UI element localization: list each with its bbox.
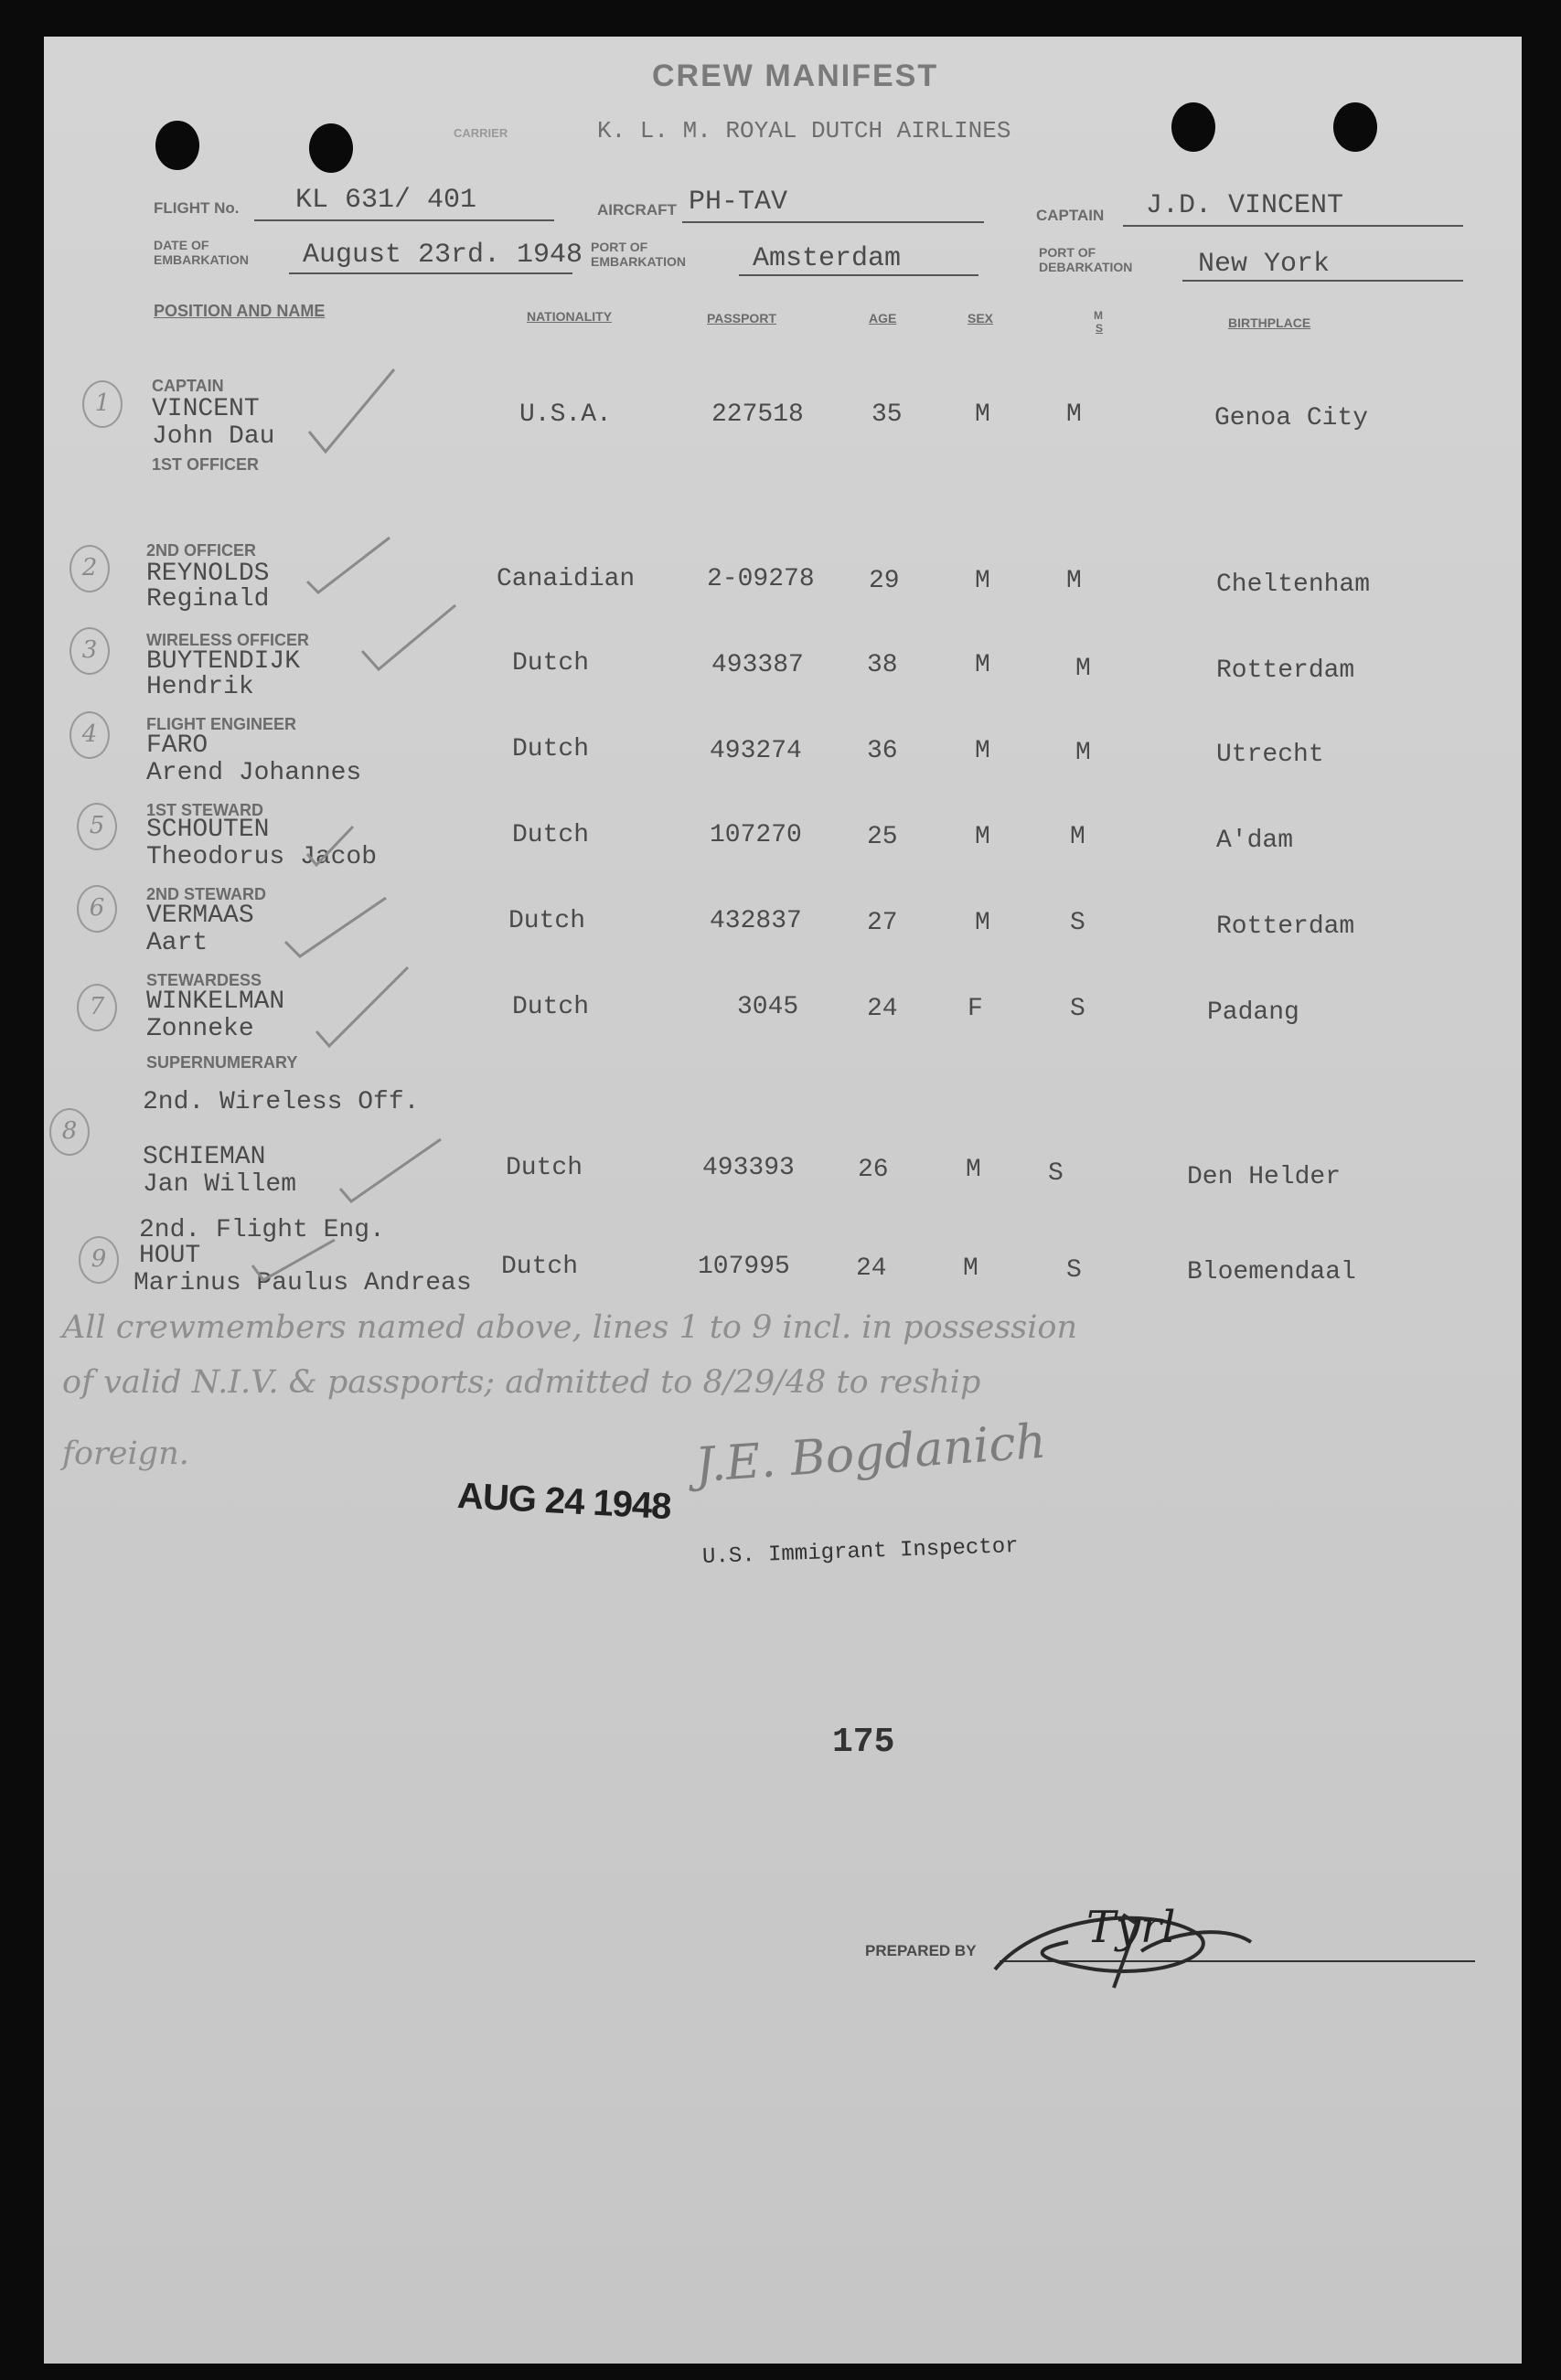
crew-surname: WINKELMAN — [146, 987, 285, 1016]
crew-birthplace: Cheltenham — [1216, 571, 1371, 599]
crew-surname: SCHIEMAN — [143, 1143, 266, 1171]
crew-nationality: U.S.A. — [519, 400, 612, 429]
header-birthplace: BIRTHPLACE — [1228, 315, 1311, 330]
handwritten-note-line2: of valid N.I.V. & passports; admitted to 8/29/48 to reship — [62, 1364, 981, 1401]
port-debarkation-value: New York — [1198, 249, 1331, 280]
crew-given-name: Hendrik — [146, 673, 254, 701]
check-mark-icon — [283, 896, 393, 969]
crew-given-name: Marinus Paulus Andreas — [134, 1269, 472, 1297]
date-label-2: EMBARKATION — [154, 252, 249, 267]
crew-nationality: Dutch — [506, 1154, 583, 1182]
flight-value: KL 631/ 401 — [295, 185, 477, 216]
punch-hole-left-2 — [309, 123, 353, 173]
row-number-circle: 8 — [49, 1108, 90, 1156]
crew-given-name: Jan Willem — [143, 1170, 297, 1199]
check-mark-icon — [360, 603, 461, 677]
crew-position: FLIGHT ENGINEER — [146, 715, 297, 733]
punch-hole-right-1 — [1171, 102, 1215, 152]
check-mark-icon — [338, 1137, 448, 1211]
crew-position: 2ND OFFICER — [146, 541, 257, 560]
crew-position: 2nd. Flight Eng. — [139, 1216, 385, 1244]
crew-passport: 3045 — [737, 993, 799, 1021]
crew-passport: 493274 — [710, 737, 802, 765]
manifest-page — [44, 37, 1522, 2364]
date-embarkation-value: August 23rd. 1948 — [303, 240, 583, 271]
crew-position: CAPTAIN — [152, 377, 224, 395]
row-number-circle: 7 — [77, 984, 117, 1031]
crew-passport: 2-09278 — [707, 565, 815, 593]
crew-birthplace: Utrecht — [1216, 741, 1324, 769]
crew-age: 25 — [867, 823, 898, 851]
crew-marital-status: S — [1048, 1159, 1064, 1188]
row-number-circle: 3 — [69, 627, 110, 675]
header-ms-bottom: S — [1096, 322, 1104, 335]
crew-position: STEWARDESS — [146, 971, 262, 989]
crew-sex: M — [975, 567, 990, 595]
inspector-title: U.S. Immigrant Inspector — [701, 1533, 1020, 1571]
captain-rule — [1123, 225, 1463, 227]
crew-marital-status: S — [1070, 995, 1085, 1023]
crew-nationality: Canaidian — [497, 565, 636, 593]
crew-marital-status: S — [1070, 909, 1085, 937]
flight-label: FLIGHT No. — [154, 199, 240, 217]
crew-marital-status: M — [1075, 739, 1091, 767]
port-debark-label-1: PORT OF — [1039, 245, 1096, 260]
row-number-circle: 1 — [82, 380, 123, 428]
carrier-label: CARRIER — [454, 126, 508, 140]
crew-position: 2ND STEWARD — [146, 885, 267, 903]
carrier-value: K. L. M. ROYAL DUTCH AIRLINES — [597, 117, 1011, 144]
check-mark-icon — [251, 1238, 342, 1293]
crew-passport: 493393 — [702, 1154, 795, 1182]
crew-marital-status: M — [1066, 567, 1082, 595]
row-number-circle: 9 — [79, 1236, 119, 1284]
crew-given-name: Theodorus Jacob — [146, 843, 378, 871]
check-mark-icon — [305, 536, 397, 600]
crew-birthplace: Rotterdam — [1216, 913, 1355, 941]
crew-birthplace: Genoa City — [1214, 404, 1369, 432]
date-stamp: AUG 24 1948 — [456, 1475, 672, 1528]
prepared-by-signature: Tyrl — [1086, 1902, 1176, 1953]
crew-marital-status: M — [1066, 400, 1082, 429]
row-number-circle: 6 — [77, 885, 117, 933]
page-title: CREW MANIFEST — [652, 59, 939, 93]
crew-birthplace: Padang — [1207, 998, 1299, 1027]
handwritten-note-line3: foreign. — [62, 1435, 189, 1472]
crew-passport: 493387 — [711, 651, 804, 679]
crew-position-detail: 2nd. Wireless Off. — [143, 1088, 420, 1116]
header-passport: PASSPORT — [707, 311, 776, 326]
crew-surname: FARO — [146, 731, 208, 760]
crew-sex: M — [963, 1254, 978, 1283]
port-embark-rule — [739, 274, 978, 276]
port-debark-label-2: DEBARKATION — [1039, 260, 1133, 274]
crew-surname: REYNOLDS — [146, 560, 270, 588]
crew-position: WIRELESS OFFICER — [146, 631, 310, 649]
crew-position: SUPERNUMERARY — [146, 1053, 298, 1072]
crew-sex: M — [975, 400, 990, 429]
flight-rule — [254, 219, 554, 221]
crew-marital-status: M — [1070, 823, 1085, 851]
crew-birthplace: Bloemendaal — [1187, 1258, 1356, 1286]
crew-nationality: Dutch — [512, 993, 590, 1021]
header-position-name: POSITION AND NAME — [154, 302, 326, 320]
crew-age: 35 — [871, 400, 903, 429]
crew-surname: VINCENT — [152, 395, 260, 423]
crew-passport: 107995 — [698, 1253, 790, 1281]
header-age: AGE — [869, 311, 897, 326]
row-number-circle: 2 — [69, 545, 110, 592]
header-nationality: NATIONALITY — [527, 309, 613, 324]
crew-age: 27 — [867, 909, 898, 937]
crew-nationality: Dutch — [512, 735, 590, 763]
crew-given-name: Zonneke — [146, 1015, 254, 1043]
crew-given-name: John Dau — [152, 422, 275, 451]
crew-nationality: Dutch — [512, 821, 590, 849]
crew-surname: HOUT — [139, 1242, 201, 1270]
crew-age: 24 — [856, 1254, 887, 1283]
port-embark-label-1: PORT OF — [591, 240, 648, 254]
crew-birthplace: Rotterdam — [1216, 656, 1355, 685]
punch-hole-right-2 — [1333, 102, 1377, 152]
check-mark-icon — [315, 966, 415, 1057]
crew-birthplace: Den Helder — [1187, 1163, 1342, 1191]
aircraft-value: PH-TAV — [689, 187, 788, 218]
port-debark-rule — [1182, 280, 1463, 282]
first-officer-label: 1ST OFFICER — [152, 455, 260, 474]
crew-age: 26 — [858, 1156, 889, 1184]
crew-birthplace: A'dam — [1216, 827, 1294, 855]
crew-nationality: Dutch — [501, 1253, 579, 1281]
captain-label: CAPTAIN — [1036, 207, 1105, 224]
crew-sex: M — [975, 823, 990, 851]
crew-sex: M — [975, 737, 990, 765]
date-label-1: DATE OF — [154, 238, 209, 252]
handwritten-note-line1: All crewmembers named above, lines 1 to 9 incl. in possession — [62, 1309, 1078, 1346]
crew-passport: 107270 — [710, 821, 802, 849]
crew-nationality: Dutch — [508, 907, 586, 935]
port-embark-label-2: EMBARKATION — [591, 254, 686, 269]
row-number-circle: 4 — [69, 711, 110, 759]
crew-passport: 227518 — [711, 400, 804, 429]
row-number-circle: 5 — [77, 803, 117, 850]
crew-sex: M — [975, 651, 990, 679]
crew-surname: BUYTENDIJK — [146, 647, 301, 676]
crew-given-name: Arend Johannes — [146, 759, 362, 787]
crew-sex: F — [968, 995, 983, 1023]
aircraft-label: AIRCRAFT — [597, 201, 677, 219]
header-sex: SEX — [968, 311, 994, 326]
crew-position: 1ST STEWARD — [146, 801, 264, 819]
crew-sex: M — [975, 909, 990, 937]
date-rule — [289, 272, 572, 274]
crew-marital-status: M — [1075, 655, 1091, 683]
port-embarkation-value: Amsterdam — [753, 243, 902, 274]
punch-hole-left-1 — [155, 121, 199, 170]
check-mark-icon — [305, 819, 360, 874]
aircraft-rule — [682, 221, 984, 223]
check-mark-icon — [307, 368, 399, 468]
page-number: 175 — [832, 1723, 895, 1762]
crew-age: 38 — [867, 651, 898, 679]
header-ms-top: M — [1094, 309, 1103, 322]
inspector-signature: J.E. Bogdanich — [693, 1414, 1048, 1494]
crew-age: 36 — [867, 737, 898, 765]
crew-age: 24 — [867, 995, 898, 1023]
crew-sex: M — [966, 1156, 981, 1184]
prepared-by-label: PREPARED BY — [865, 1942, 977, 1959]
crew-given-name: Reginald — [146, 585, 270, 614]
crew-given-name: Aart — [146, 929, 208, 957]
crew-marital-status: S — [1066, 1256, 1082, 1285]
captain-value: J.D. VINCENT — [1146, 190, 1344, 221]
crew-passport: 432837 — [710, 907, 802, 935]
crew-surname: SCHOUTEN — [146, 816, 270, 844]
crew-surname: VERMAAS — [146, 902, 254, 930]
crew-nationality: Dutch — [512, 649, 590, 678]
crew-age: 29 — [869, 567, 900, 595]
